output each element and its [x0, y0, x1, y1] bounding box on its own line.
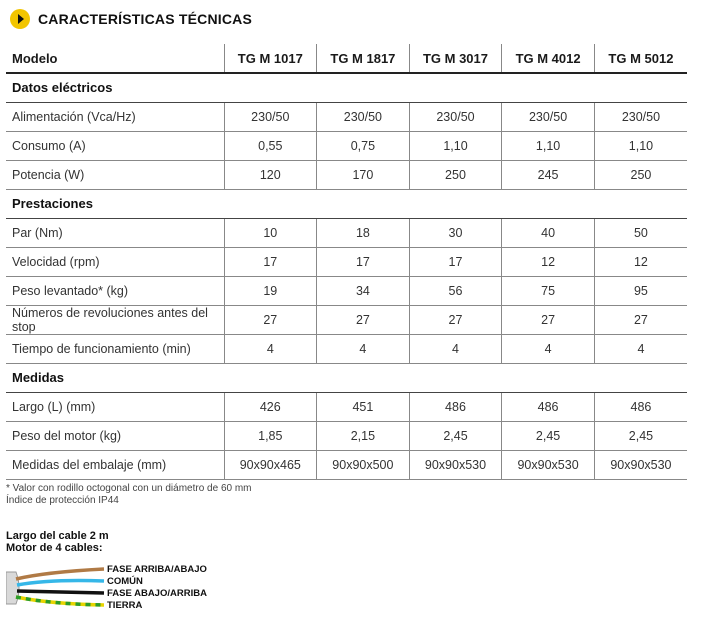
table-cell: 426 [224, 392, 317, 421]
table-cell: 451 [317, 392, 410, 421]
table-cell: 17 [409, 247, 502, 276]
specs-table [6, 44, 687, 480]
table-cell: 4 [502, 334, 595, 363]
row-label: Medidas del embalaje (mm) [6, 450, 224, 479]
model-column-header: TG M 5012 [594, 44, 687, 73]
table-row [6, 131, 687, 160]
model-column-header: TG M 4012 [502, 44, 595, 73]
table-cell: 75 [502, 276, 595, 305]
wire-label: FASE ABAJO/ARRIBA [107, 588, 207, 599]
footnote-roller: * Valor con rodillo octogonal con un diámetro de 60 mm [6, 483, 252, 494]
table-cell: 230/50 [409, 102, 502, 131]
table-cell: 12 [502, 247, 595, 276]
row-label: Velocidad (rpm) [6, 247, 224, 276]
table-cell: 1,10 [594, 131, 687, 160]
table-cell: 40 [502, 218, 595, 247]
footnote-protection: Índice de protección IP44 [6, 495, 119, 506]
table-row [6, 392, 687, 421]
table-cell: 245 [502, 160, 595, 189]
table-cell: 2,45 [502, 421, 595, 450]
wire-label: FASE ARRIBA/ABAJO [107, 564, 207, 575]
table-cell: 230/50 [594, 102, 687, 131]
table-header-row [6, 44, 687, 73]
table-cell: 486 [502, 392, 595, 421]
table-cell: 90x90x530 [594, 450, 687, 479]
table-cell: 56 [409, 276, 502, 305]
table-cell: 27 [224, 305, 317, 334]
cable-info [6, 530, 207, 611]
table-cell: 90x90x500 [317, 450, 410, 479]
table-row [6, 218, 687, 247]
table-row [6, 305, 687, 334]
row-label: Potencia (W) [6, 160, 224, 189]
table-row [6, 102, 687, 131]
row-label: Par (Nm) [6, 218, 224, 247]
table-row [6, 421, 687, 450]
play-arrow-icon [10, 9, 30, 29]
table-cell: 34 [317, 276, 410, 305]
table-cell: 90x90x530 [409, 450, 502, 479]
section-row [6, 363, 687, 392]
page-title: CARACTERÍSTICAS TÉCNICAS [38, 11, 253, 27]
table-cell: 19 [224, 276, 317, 305]
table-cell: 2,45 [409, 421, 502, 450]
table-cell: 18 [317, 218, 410, 247]
table-cell: 27 [409, 305, 502, 334]
table-cell: 230/50 [317, 102, 410, 131]
table-cell: 486 [409, 392, 502, 421]
table-cell: 230/50 [224, 102, 317, 131]
table-cell: 1,10 [409, 131, 502, 160]
wire-black [17, 591, 104, 593]
section-row [6, 189, 687, 218]
table-row [6, 276, 687, 305]
row-label: Peso del motor (kg) [6, 421, 224, 450]
table-cell: 2,45 [594, 421, 687, 450]
section-title: Datos eléctricos [6, 73, 687, 102]
row-label: Consumo (A) [6, 131, 224, 160]
table-cell: 2,15 [317, 421, 410, 450]
table-cell: 12 [594, 247, 687, 276]
table-cell: 30 [409, 218, 502, 247]
footnotes [6, 483, 252, 507]
row-label: Largo (L) (mm) [6, 392, 224, 421]
table-cell: 27 [502, 305, 595, 334]
row-label: Peso levantado* (kg) [6, 276, 224, 305]
table-cell: 0,75 [317, 131, 410, 160]
row-label: Números de revoluciones antes del stop [6, 305, 224, 334]
table-cell: 1,85 [224, 421, 317, 450]
cable-sheath [6, 572, 19, 604]
cable-diagram [6, 556, 236, 618]
table-cell: 17 [317, 247, 410, 276]
model-column-header: TG M 1817 [317, 44, 410, 73]
table-cell: 4 [317, 334, 410, 363]
table-row [6, 160, 687, 189]
table-cell: 250 [409, 160, 502, 189]
table-cell: 17 [224, 247, 317, 276]
model-header: Modelo [6, 44, 224, 73]
table-cell: 27 [594, 305, 687, 334]
cable-motor-wires: Motor de 4 cables: [6, 542, 103, 554]
table-cell: 90x90x465 [224, 450, 317, 479]
table-cell: 95 [594, 276, 687, 305]
wire-label: TIERRA [107, 600, 143, 611]
table-cell: 4 [409, 334, 502, 363]
section-row [6, 73, 687, 102]
table-cell: 0,55 [224, 131, 317, 160]
table-cell: 90x90x530 [502, 450, 595, 479]
table-cell: 230/50 [502, 102, 595, 131]
wire-label: COMÚN [107, 576, 143, 587]
table-row [6, 334, 687, 363]
table-cell: 4 [594, 334, 687, 363]
table-cell: 120 [224, 160, 317, 189]
section-header [10, 8, 252, 30]
table-cell: 1,10 [502, 131, 595, 160]
section-title: Prestaciones [6, 189, 687, 218]
model-column-header: TG M 3017 [409, 44, 502, 73]
model-column-header: TG M 1017 [224, 44, 317, 73]
table-cell: 170 [317, 160, 410, 189]
table-cell: 27 [317, 305, 410, 334]
table-row [6, 450, 687, 479]
table-row [6, 247, 687, 276]
table-cell: 486 [594, 392, 687, 421]
cable-length: Largo del cable 2 m [6, 530, 109, 542]
table-cell: 250 [594, 160, 687, 189]
row-label: Alimentación (Vca/Hz) [6, 102, 224, 131]
table-cell: 4 [224, 334, 317, 363]
section-title: Medidas [6, 363, 687, 392]
table-cell: 50 [594, 218, 687, 247]
table-cell: 10 [224, 218, 317, 247]
row-label: Tiempo de funcionamiento (min) [6, 334, 224, 363]
wire-blue [17, 581, 104, 586]
wire-brown [16, 569, 104, 579]
